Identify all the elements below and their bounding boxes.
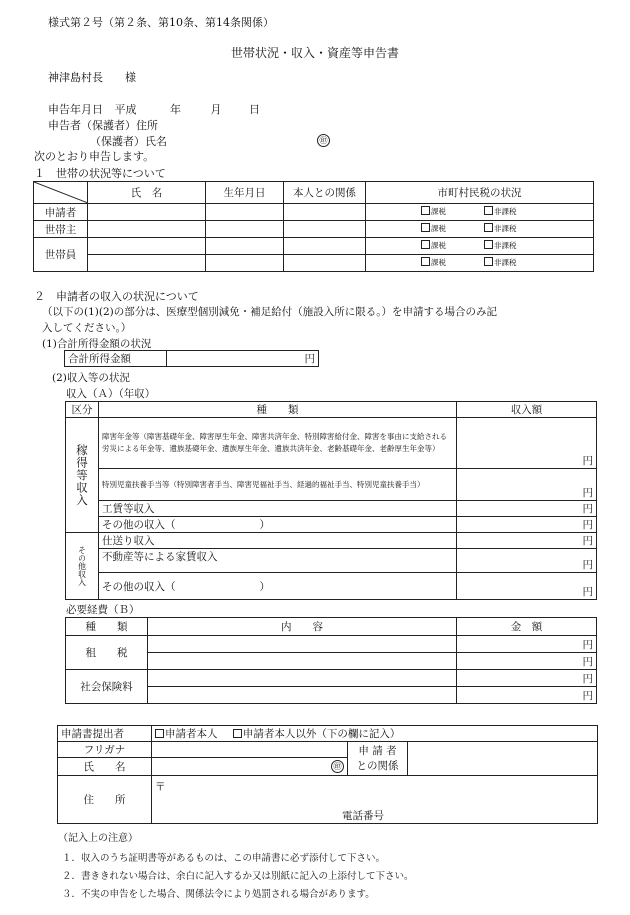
reporter-seal bbox=[317, 134, 330, 147]
note-item-3: ３．不実の申告をした場合、関係法令により処罰される場合があります。 bbox=[62, 889, 375, 900]
sub1-heading: (1)合計所得金額の状況 bbox=[42, 338, 152, 350]
relation-field[interactable] bbox=[408, 742, 598, 776]
wage-income-amount[interactable] bbox=[457, 501, 597, 517]
header-relation: 本人との関係 bbox=[284, 182, 366, 204]
rent-income-amount[interactable] bbox=[457, 549, 597, 573]
insurance-amount-2[interactable] bbox=[457, 687, 597, 704]
yen-unit: 円 bbox=[304, 353, 315, 365]
income-table bbox=[65, 401, 597, 600]
tax-amount-2[interactable] bbox=[457, 653, 597, 670]
expense-header-type: 種 類 bbox=[66, 618, 148, 636]
disability-pension-item: 障害年金等（障害基礎年金、障害厚生年金、障害共済年金、特別障害給付金、障害を事由に支給される労災による年金等、遺族基礎年金、遺族厚生年金、遺族共済年金、老齢基礎年金、老齢厚生年金等） bbox=[99, 418, 457, 469]
section2-note-line1: （以下の(1)(2)の部分は、医療型個別減免・補足給付（施設入所に限る。）を申請する場合のみ記 bbox=[42, 306, 497, 318]
yen-unit: 円 bbox=[582, 455, 593, 467]
tax-amount-1[interactable] bbox=[457, 636, 597, 653]
tax-option: 課税 bbox=[431, 258, 446, 267]
rent-income-item: 不動産等による家賃収入 bbox=[99, 549, 457, 573]
total-income-label: 合計所得金額 bbox=[65, 351, 167, 367]
tax-option: 課税 bbox=[431, 207, 446, 216]
other-misc-amount[interactable] bbox=[457, 573, 597, 600]
relation-label-line2: との関係 bbox=[356, 759, 399, 772]
page-title: 世帯状況・収入・資産等申告書 bbox=[230, 46, 399, 60]
section2-heading: ２ 申請者の収入の状況について bbox=[34, 290, 199, 303]
wage-income-item: 工賃等収入 bbox=[99, 501, 457, 517]
earned-income-label bbox=[66, 418, 99, 533]
form-number: 様式第２号（第２条、第10条、第14条関係） bbox=[48, 16, 274, 29]
expense-title: 必要経費（Ｂ） bbox=[66, 604, 140, 616]
householder-tax-cell bbox=[366, 221, 594, 238]
member2-birth-cell[interactable] bbox=[206, 255, 284, 272]
row-label-applicant: 申請者 bbox=[34, 204, 88, 221]
reporter-prefix: 申告者（保護者） bbox=[48, 119, 136, 132]
section2-note-line2: 入してください。） bbox=[42, 322, 132, 334]
tax-option: 非課税 bbox=[494, 224, 517, 233]
applicant-birth-cell[interactable] bbox=[206, 204, 284, 221]
header-tax-status: 市町村民税の状況 bbox=[366, 182, 594, 204]
other-misc-item: その他の収入（ ） bbox=[99, 573, 457, 600]
submitter-name-field[interactable] bbox=[152, 758, 348, 776]
expense-tax-label: 租 税 bbox=[66, 636, 148, 670]
yen-unit: 円 bbox=[582, 672, 593, 685]
reporter-address bbox=[48, 117, 158, 133]
header-birthdate: 生年月日 bbox=[206, 182, 284, 204]
intro-text: 次のとおり申告します。 bbox=[34, 150, 155, 163]
disability-pension-amount[interactable] bbox=[457, 418, 597, 469]
submitter-address-field[interactable] bbox=[152, 776, 598, 824]
tax-option: 非課税 bbox=[494, 258, 517, 267]
member1-tax-cell bbox=[366, 238, 594, 255]
insurance-content-2[interactable] bbox=[148, 687, 457, 704]
yen-unit: 円 bbox=[582, 503, 593, 515]
reporter-name-label: 氏名 bbox=[145, 135, 167, 148]
tax-content-2[interactable] bbox=[148, 653, 457, 670]
earned-income-text: 稼得等収入 bbox=[75, 443, 89, 507]
submitter-table bbox=[57, 725, 598, 824]
member1-name-cell[interactable] bbox=[88, 238, 206, 255]
expense-table bbox=[65, 617, 597, 704]
sub2-heading: (2)収入等の状況 bbox=[52, 372, 130, 384]
member1-birth-cell[interactable] bbox=[206, 238, 284, 255]
child-allowance-item: 特別児童扶養手当等（特別障害者手当、障害児福祉手当、経過的福祉手当、特別児童扶養手当） bbox=[99, 469, 457, 501]
householder-name-cell[interactable] bbox=[88, 221, 206, 238]
yen-unit: 円 bbox=[582, 689, 593, 702]
tax-option: 非課税 bbox=[494, 207, 517, 216]
yen-unit: 円 bbox=[582, 487, 593, 499]
diagonal-cell bbox=[34, 182, 88, 204]
relation-label-line1: 申 請 者 bbox=[358, 744, 397, 757]
expense-insurance-label: 社会保険料 bbox=[66, 670, 148, 704]
other-earned-item: その他の収入（ ） bbox=[99, 517, 457, 533]
householder-relation-cell[interactable] bbox=[284, 221, 366, 238]
report-date bbox=[48, 101, 260, 117]
row-label-householder: 世帯主 bbox=[34, 221, 88, 238]
expense-header-amount: 金 額 bbox=[457, 618, 597, 636]
applicant-relation-cell[interactable] bbox=[284, 204, 366, 221]
total-income-table bbox=[64, 350, 319, 367]
tax-option: 非課税 bbox=[494, 241, 517, 250]
reporter-guardian: （保護者） bbox=[90, 135, 145, 148]
furigana-label: フリガナ bbox=[58, 742, 152, 758]
seal-icon: ㊞ bbox=[317, 134, 330, 147]
expense-header-content: 内 容 bbox=[148, 618, 457, 636]
submitter-label: 申請書提出者 bbox=[58, 726, 152, 742]
checkbox[interactable] bbox=[421, 223, 430, 232]
reporter-address-label: 住所 bbox=[136, 119, 158, 132]
income-title: 収入（Ａ）（年収） bbox=[66, 388, 156, 400]
checkbox[interactable] bbox=[484, 257, 493, 266]
yen-unit: 円 bbox=[582, 638, 593, 651]
seal-icon: ㊞ bbox=[331, 760, 344, 773]
submitter-other-label: 申請者本人以外（下の欄に記入） bbox=[242, 728, 401, 740]
submitter-self-label: 申請者本人 bbox=[165, 728, 218, 740]
income-header-type: 種 類 bbox=[99, 402, 457, 418]
row-label-member: 世帯員 bbox=[34, 238, 88, 272]
total-income-value[interactable] bbox=[167, 351, 319, 367]
insurance-amount-1[interactable] bbox=[457, 670, 597, 687]
tax-option: 課税 bbox=[431, 241, 446, 250]
member2-relation-cell[interactable] bbox=[284, 255, 366, 272]
remittance-amount[interactable] bbox=[457, 533, 597, 549]
member2-tax-cell bbox=[366, 255, 594, 272]
furigana-field[interactable] bbox=[152, 742, 348, 758]
checkbox[interactable] bbox=[421, 206, 430, 215]
notes-title: （記入上の注意） bbox=[58, 833, 138, 844]
report-date-era: 平成 bbox=[114, 103, 137, 116]
yen-unit: 円 bbox=[582, 559, 593, 571]
checkbox[interactable] bbox=[484, 206, 493, 215]
child-allowance-amount[interactable] bbox=[457, 469, 597, 501]
tax-option: 課税 bbox=[431, 224, 446, 233]
report-date-year: 年 bbox=[170, 103, 181, 116]
report-date-label: 申告年月日 bbox=[48, 103, 103, 116]
yen-unit: 円 bbox=[582, 586, 593, 598]
applicant-name-cell[interactable] bbox=[88, 204, 206, 221]
yen-unit: 円 bbox=[582, 535, 593, 547]
household-table bbox=[33, 181, 594, 272]
remittance-item: 仕送り収入 bbox=[99, 533, 457, 549]
submitter-name-label: 氏 名 bbox=[58, 758, 152, 776]
note-item-2: ２．書ききれない場合は、余白に記入するか又は別紙に記入の上添付して下さい。 bbox=[62, 871, 414, 882]
checkbox[interactable] bbox=[484, 240, 493, 249]
postal-mark: 〒 bbox=[155, 781, 166, 793]
applicant-tax-cell bbox=[366, 204, 594, 221]
note-item-1: １．収入のうち証明書等があるものは、この申請書に必ず添付して下さい。 bbox=[62, 853, 386, 864]
submitter-address-label: 住 所 bbox=[58, 776, 152, 824]
section1-heading: １ 世帯の状況等について bbox=[34, 167, 166, 180]
reporter-name bbox=[90, 133, 167, 149]
submitter-other-checkbox[interactable] bbox=[233, 729, 242, 738]
submitter-self-checkbox[interactable] bbox=[155, 729, 164, 738]
householder-birth-cell[interactable] bbox=[206, 221, 284, 238]
checkbox[interactable] bbox=[421, 257, 430, 266]
income-header-category: 区分 bbox=[66, 402, 99, 418]
checkbox[interactable] bbox=[421, 240, 430, 249]
yen-unit: 円 bbox=[582, 655, 593, 668]
other-earned-amount[interactable] bbox=[457, 517, 597, 533]
tax-content-1[interactable] bbox=[148, 636, 457, 653]
addressee: 神津島村長 様 bbox=[48, 71, 136, 84]
other-income-label bbox=[66, 533, 99, 600]
report-date-day: 日 bbox=[249, 103, 260, 116]
checkbox[interactable] bbox=[484, 223, 493, 232]
relation-label bbox=[348, 742, 408, 776]
member1-relation-cell[interactable] bbox=[284, 238, 366, 255]
phone-label: 電話番号 bbox=[342, 810, 384, 822]
member2-name-cell[interactable] bbox=[88, 255, 206, 272]
insurance-content-1[interactable] bbox=[148, 670, 457, 687]
submitter-options bbox=[152, 726, 598, 742]
diagonal-line bbox=[34, 182, 88, 203]
other-income-text: その他収入 bbox=[77, 546, 87, 586]
yen-unit: 円 bbox=[582, 519, 593, 531]
report-date-month: 月 bbox=[210, 103, 222, 116]
header-name: 氏 名 bbox=[88, 182, 206, 204]
income-header-amount: 収入額 bbox=[457, 402, 597, 418]
